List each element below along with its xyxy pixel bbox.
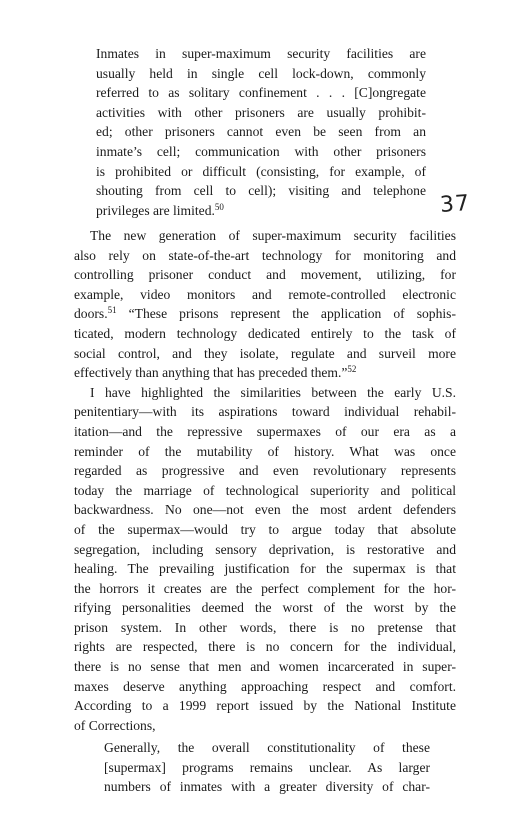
paragraph-line: reminder of the mutability of history. What was once bbox=[74, 443, 456, 459]
footnote-ref-51: 51 bbox=[107, 305, 117, 316]
paragraph-line: penitentiary—with its aspirations toward individual rehabil- bbox=[74, 404, 456, 420]
paragraph-line: maxes deserve anything approaching respect and comfort. bbox=[74, 678, 456, 694]
block-quote-super-maximum bbox=[96, 44, 426, 220]
quote-line: shouting from cell to cell); visiting and telephone bbox=[96, 183, 426, 199]
paragraph-text: doors. bbox=[74, 306, 108, 322]
paragraph-line: also rely on state-of-the-art technology for monitoring and bbox=[74, 247, 456, 263]
paragraph-line: According to a 1999 report issued by the National Institute bbox=[74, 698, 456, 714]
paragraph-line: social control, and they isolate, regulate and surveil more bbox=[74, 345, 456, 361]
footnote-ref-50: 50 bbox=[214, 201, 224, 212]
quote-line: Generally, the overall constitutionality of these bbox=[104, 740, 430, 755]
quote-line: numbers of inmates with a greater diversity of char- bbox=[104, 779, 430, 795]
paragraph-line: today the marriage of technological superiority and political bbox=[74, 482, 456, 498]
body-text bbox=[74, 226, 456, 735]
paragraph-line: segregation, including sensory deprivation, is restorative and bbox=[74, 541, 456, 557]
paragraph-line: healing. The prevailing justification for the supermax is that bbox=[74, 561, 456, 577]
quote-line: referred to as solitary confinement . . . [C]ongregate bbox=[96, 85, 426, 101]
paragraph-line: of the supermax—would try to argue today that absolute bbox=[74, 521, 456, 537]
quote-line: usually held in single cell lock-down, commonly bbox=[96, 65, 426, 81]
paragraph-text: effectively than anything that has preceded them.” bbox=[74, 365, 348, 381]
quote-line: Inmates in super-maximum security facilities are bbox=[96, 46, 426, 61]
paragraph-line: the horrors it creates are the perfect complement for the hor- bbox=[74, 580, 456, 596]
paragraph-line: backwardness. No one—not even the most ardent defenders bbox=[74, 502, 456, 518]
quote-line: inmate’s cell; communication with other prisoners bbox=[96, 143, 426, 159]
paragraph-line bbox=[74, 304, 456, 324]
footnote-ref-52: 52 bbox=[347, 364, 357, 375]
block-quote-constitutionality bbox=[104, 738, 430, 797]
paragraph-line: rifying personalities deemed the worst of the worst by the bbox=[74, 600, 456, 616]
paragraph-line: example, video monitors and remote-controlled electronic bbox=[74, 286, 456, 302]
quote-text: privileges are limited. bbox=[96, 202, 215, 218]
quote-line: [supermax] programs remains unclear. As larger bbox=[104, 759, 430, 775]
paragraph-line: ticated, modern technology dedicated entirely to the task of bbox=[74, 325, 456, 341]
handwritten-page-number: 37 bbox=[439, 190, 471, 219]
paragraph-line: itation—and the repressive supermaxes of our era as a bbox=[74, 423, 456, 439]
paragraph-line: regarded as progressive and even revolutionary represents bbox=[74, 463, 456, 479]
paragraph-text: “These prisons represent the application of sophis- bbox=[116, 306, 456, 322]
paragraph-line: there is no sense that men and women incarcerated in super- bbox=[74, 659, 456, 675]
paragraph-last-line bbox=[74, 363, 456, 383]
paragraph-line: I have highlighted the similarities between the early U.S. bbox=[90, 384, 456, 400]
quote-line: activities with other prisoners are usually prohibit- bbox=[96, 104, 426, 120]
quote-last-line bbox=[96, 201, 426, 221]
quote-line: is prohibited or difficult (consisting, for example, of bbox=[96, 163, 426, 179]
quote-line: ed; other prisoners cannot even be seen from an bbox=[96, 124, 426, 140]
paragraph-line: controlling prisoner conduct and movement, utilizing, for bbox=[74, 267, 456, 283]
paragraph-line: rights are respected, there is no concern for the individual, bbox=[74, 639, 456, 655]
paragraph-line: The new generation of super-maximum security facilities bbox=[90, 228, 456, 243]
paragraph-line: prison system. In other words, there is no pretense that bbox=[74, 619, 456, 635]
paragraph-last-line: of Corrections, bbox=[74, 717, 156, 733]
